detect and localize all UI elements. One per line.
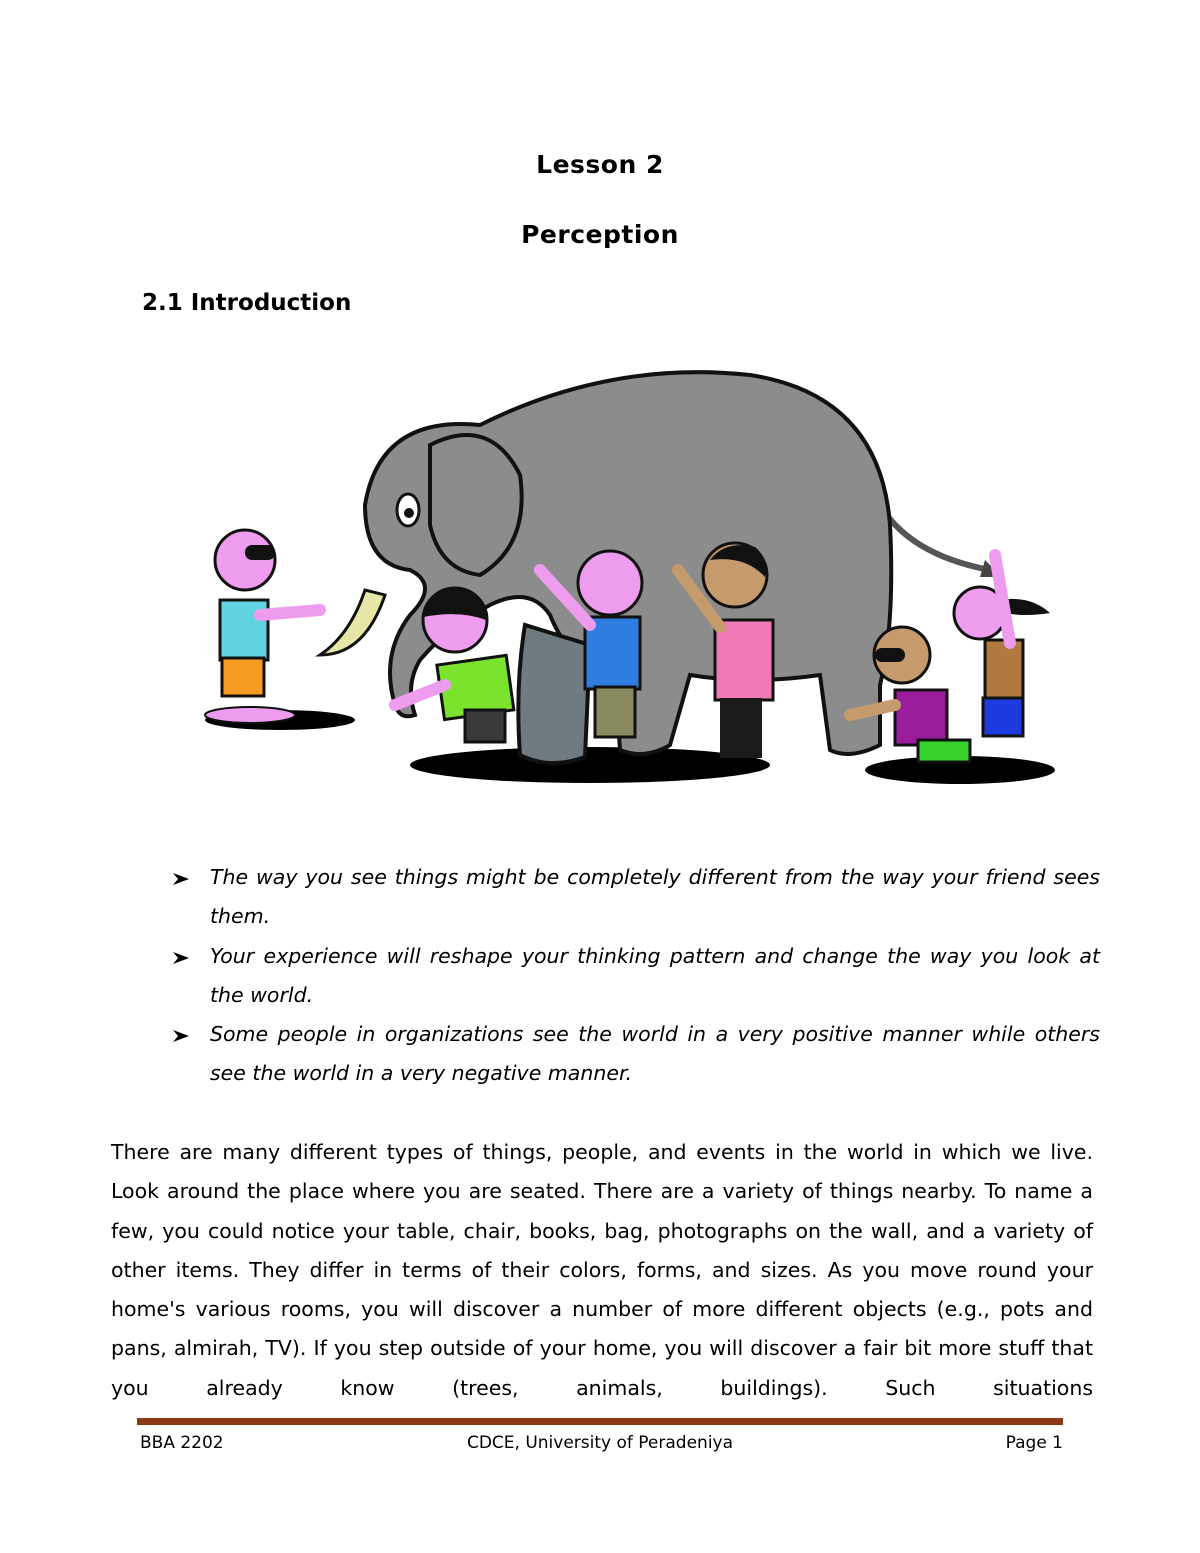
- lesson-title: Lesson 2: [536, 150, 664, 179]
- footer-rule: [137, 1418, 1063, 1425]
- bullet-text: Some people in organizations see the world in a very positive manner while others see the world in a very negative manner.: [210, 1022, 1100, 1086]
- elephant-front-leg: [518, 625, 590, 763]
- person-sarong: [595, 687, 635, 737]
- person-shirt: [715, 620, 773, 700]
- person-shorts: [983, 698, 1023, 736]
- bullet-text: Your experience will reshape your thinking pattern and change the way you look at the world.: [210, 943, 1100, 1007]
- footer-institution: CDCE, University of Peradeniya: [466, 1433, 734, 1453]
- arrowhead-bullet-icon: [172, 1029, 190, 1043]
- person-brown-shirt: [954, 555, 1050, 736]
- body-paragraph: There are many different types of things, people, and events in the world in which we live. Look around the place where you are seated. There are a variety of things nearby. To name a few, you could notice your table, chair, books, bag, photographs on the wall, and a variety of other items. They differ in terms of their colors, forms, and sizes. As you move round your home's various rooms, you will discover a number of more different objects (e.g., pots and pans, almirah, TV). If you step outside of your home, you will discover a fair bit more stuff that you already know (trees, animals, buildings). Such situations: [111, 1140, 1093, 1400]
- bullet-list: [170, 858, 1100, 1094]
- person-shirt: [985, 640, 1023, 700]
- person-shorts: [222, 658, 264, 696]
- bullet-item: [170, 858, 1100, 937]
- person-sunglasses: [245, 545, 275, 560]
- arrowhead-bullet-icon: [172, 951, 190, 965]
- bullet-text: The way you see things might be completely different from the way your friend sees them.: [210, 865, 1100, 929]
- person-arm: [260, 610, 320, 615]
- person-trousers: [918, 740, 970, 762]
- lesson-subtitle: Perception: [521, 220, 679, 249]
- elephant-tail: [880, 505, 990, 570]
- elephant-tusk: [320, 590, 385, 655]
- section-heading: 2.1 Introduction: [142, 290, 352, 316]
- person-feet: [205, 707, 295, 723]
- bullet-item: [170, 937, 1100, 1016]
- person-shorts: [465, 710, 505, 742]
- bullet-item: [170, 1015, 1100, 1094]
- elephant-and-blind-men-illustration: [190, 355, 1070, 815]
- person-pink-cyan-shirt: [205, 530, 320, 723]
- person-head: [578, 551, 642, 615]
- footer-course-code: BBA 2202: [140, 1433, 224, 1453]
- ground-shadow: [410, 747, 770, 783]
- elephant-pupil: [404, 508, 414, 518]
- person-trousers: [720, 698, 762, 758]
- arrowhead-bullet-icon: [172, 872, 190, 886]
- footer-page-number: Page 1: [1005, 1433, 1063, 1453]
- person-sunglasses: [875, 648, 905, 662]
- person-shirt: [895, 690, 947, 745]
